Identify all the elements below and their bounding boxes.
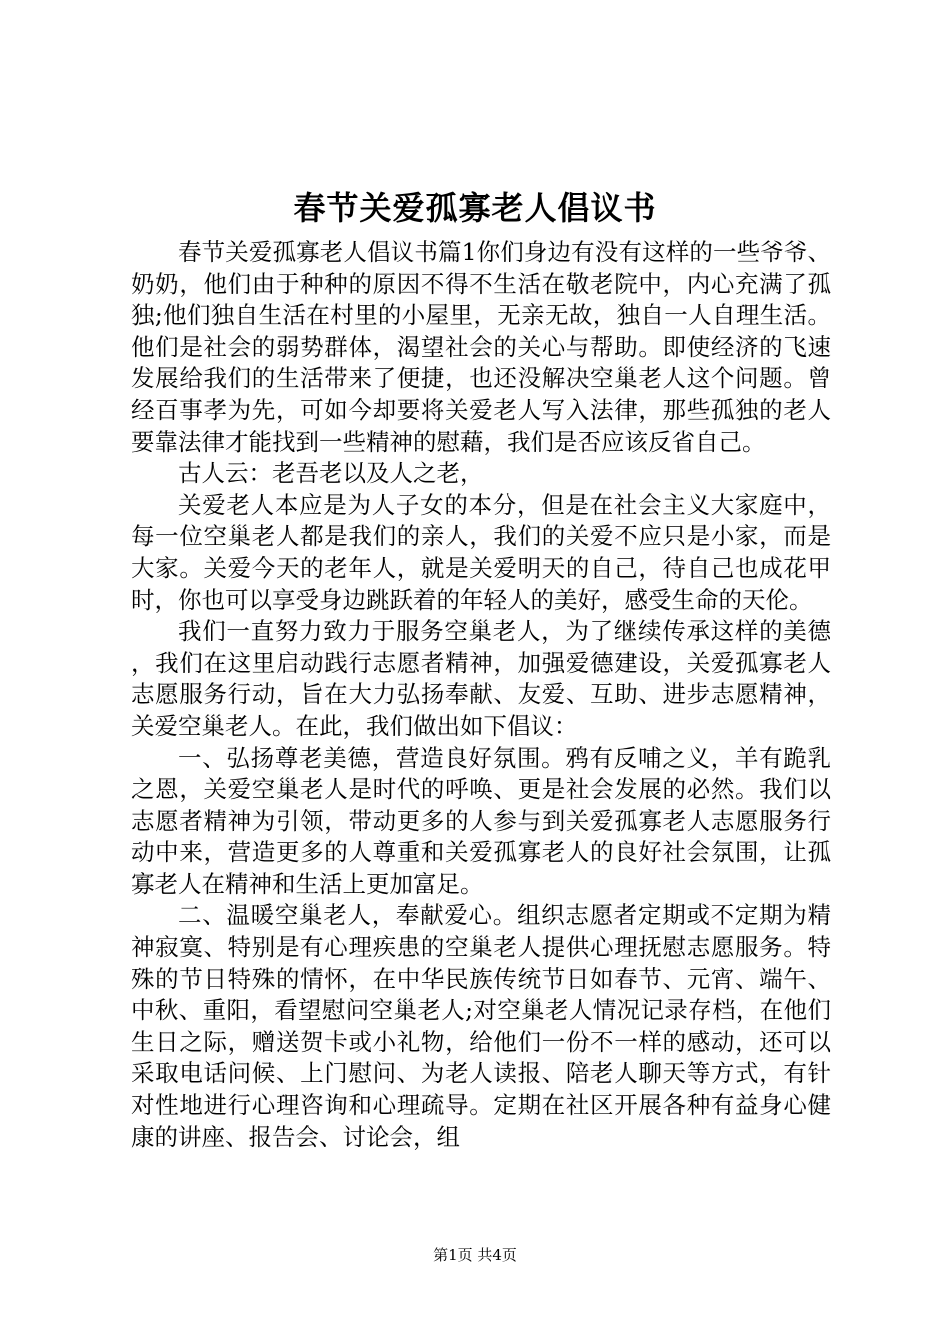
paragraph-4: 我们一直努力致力于服务空巢老人，为了继续传承这样的美德，我们在这里启动践行志愿者精神，加强爱德建设，关爱孤寡老人志愿服务行动，旨在大力弘扬奉献、友爱、互助、进步志愿精神，关爱空巢老人。在此，我们做出如下倡议：: [131, 617, 831, 740]
paragraph-2: 古人云：老吾老以及人之老，: [178, 459, 484, 488]
page-footer: 第1页 共4页: [433, 1246, 517, 1264]
document-body: [131, 237, 831, 1153]
paragraph-5: 一、弘扬尊老美德，营造良好氛围。鸦有反哺之义，羊有跪乳之恩，关爱空巢老人是时代的呼唤、更是社会发展的必然。我们以志愿者精神为引领，带动更多的人参与到关爱孤寡老人志愿服务行动中来，营造更多的人尊重和关爱孤寡老人的良好社会氛围，让孤寡老人在精神和生活上更加富足。: [131, 743, 831, 898]
paragraph-6: 二、温暖空巢老人，奉献爱心。组织志愿者定期或不定期为精神寂寞、特别是有心理疾患的空巢老人提供心理抚慰志愿服务。特殊的节日特殊的情怀，在中华民族传统节日如春节、元宵、端午、中秋、重阳，看望慰问空巢老人;对空巢老人情况记录存档，在他们生日之际，赠送贺卡或小礼物，给他们一份不一样的感动，还可以采取电话问候、上门慰问、为老人读报、陪老人聊天等方式，有针对性地进行心理咨询和心理疏导。定期在社区开展各种有益身心健康的讲座、报告会、讨论会，组: [131, 901, 831, 1151]
document-title: 春节关爱孤寡老人倡议书: [293, 189, 657, 227]
paragraph-3: 关爱老人本应是为人子女的本分，但是在社会主义大家庭中，每一位空巢老人都是我们的亲人，我们的关爱不应只是小家，而是大家。关爱今天的老年人，就是关爱明天的自己，待自己也成花甲时，你也可以享受身边跳跃着的年轻人的美好，感受生命的天伦。: [131, 490, 831, 614]
paragraph-1: 春节关爱孤寡老人倡议书篇1你们身边有没有这样的一些爷爷、奶奶，他们由于种种的原因不得不生活在敬老院中，内心充满了孤独;他们独自生活在村里的小屋里，无亲无故，独自一人自理生活。他们是社会的弱势群体，渴望社会的关心与帮助。即使经济的飞速发展给我们的生活带来了便捷，也还没解决空巢老人这个问题。曾经百事孝为先，可如今却要将关爱老人写入法律，那些孤独的老人要靠法律才能找到一些精神的慰藉，我们是否应该反省自己。: [131, 238, 831, 456]
